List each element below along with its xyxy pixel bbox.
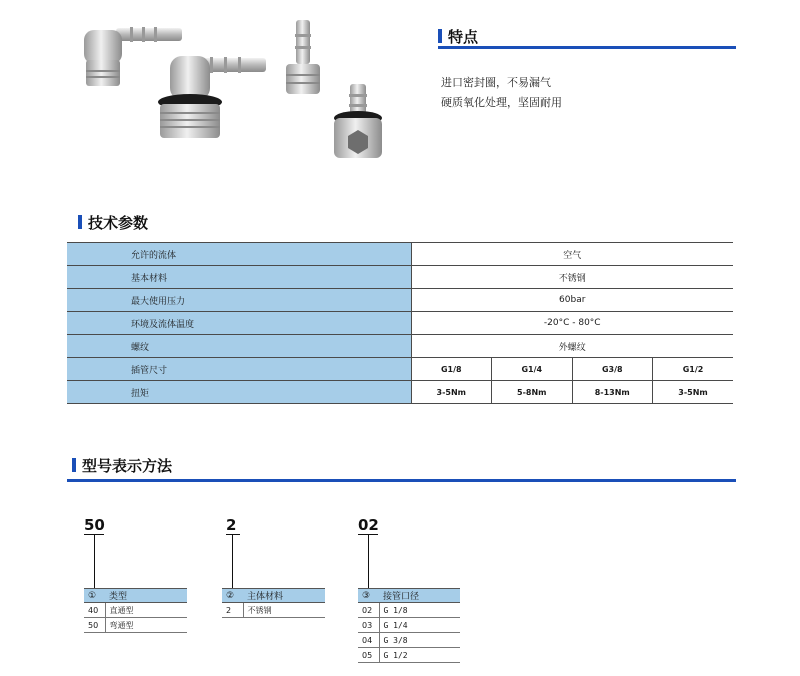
model-code-port-connector: [368, 535, 369, 588]
port-size: G 1/4: [379, 618, 460, 633]
port-table-header: [358, 589, 460, 603]
features-title: 特点: [448, 28, 479, 46]
spec-torque-value: 3-5Nm: [411, 381, 492, 404]
type-table-header: [84, 589, 187, 603]
material-table-header: [222, 589, 325, 603]
port-code: 03: [358, 618, 379, 633]
product-photo-straight-large: [328, 82, 388, 164]
model-code-material: 2: [226, 517, 240, 535]
type-name: 直通型: [105, 603, 187, 618]
type-name: 弯通型: [105, 618, 187, 633]
type-table-title: 类型: [105, 589, 187, 603]
port-code: 02: [358, 603, 379, 618]
specs-title-marker: [78, 215, 82, 229]
model-title: 型号表示方法: [82, 457, 173, 475]
spec-label: 允许的流体: [67, 243, 411, 266]
spec-row: [67, 243, 733, 266]
port-code: 05: [358, 648, 379, 663]
table-row: [358, 648, 460, 663]
type-table-number: ①: [84, 589, 105, 603]
port-table: [358, 588, 460, 663]
product-photo-straight-small: [282, 18, 324, 98]
spec-row: [67, 312, 733, 335]
spec-row: [67, 266, 733, 289]
features-title-marker: [438, 29, 442, 43]
spec-size-value: G1/4: [492, 358, 573, 381]
spec-value: 不锈钢: [411, 266, 733, 289]
port-code: 04: [358, 633, 379, 648]
port-size: G 1/8: [379, 603, 460, 618]
model-code-type-connector: [94, 535, 95, 588]
port-size: G 1/2: [379, 648, 460, 663]
spec-row-torque: [67, 381, 733, 404]
spec-value: 空气: [411, 243, 733, 266]
material-table-title: 主体材料: [243, 589, 325, 603]
spec-value: 外螺纹: [411, 335, 733, 358]
feature-line-1: 进口密封圈，不易漏气: [441, 76, 551, 89]
table-row: [358, 603, 460, 618]
type-code: 40: [84, 603, 105, 618]
spec-table: [67, 242, 733, 404]
spec-row: [67, 335, 733, 358]
spec-size-value: G3/8: [572, 358, 653, 381]
material-name: 不锈钢: [243, 603, 325, 618]
model-code-port: 02: [358, 516, 379, 534]
port-size: G 3/8: [379, 633, 460, 648]
feature-line-2: 硬质氧化处理，坚固耐用: [441, 96, 562, 109]
spec-value: 60bar: [411, 289, 733, 312]
model-title-marker: [72, 458, 76, 472]
table-row: [358, 633, 460, 648]
table-row: [84, 603, 187, 618]
material-table-number: ②: [222, 589, 243, 603]
type-table: [84, 588, 187, 633]
model-title-underline: [67, 479, 736, 482]
spec-torque-value: 5-8Nm: [492, 381, 573, 404]
product-photo-elbow-large: [150, 44, 270, 144]
spec-label: 基本材料: [67, 266, 411, 289]
specs-title: 技术参数: [88, 214, 149, 232]
model-code-type: 50: [84, 516, 105, 534]
table-row: [84, 618, 187, 633]
table-row: [222, 603, 325, 618]
spec-row-size: [67, 358, 733, 381]
spec-label: 螺纹: [67, 335, 411, 358]
spec-value: -20°C - 80°C: [411, 312, 733, 335]
port-table-title: 接管口径: [379, 589, 460, 603]
spec-label: 扭矩: [67, 381, 411, 404]
spec-torque-value: 8-13Nm: [572, 381, 653, 404]
features-title-underline: [438, 46, 736, 49]
spec-torque-value: 3-5Nm: [653, 381, 734, 404]
spec-row: [67, 289, 733, 312]
port-table-number: ③: [358, 589, 379, 603]
spec-size-value: G1/2: [653, 358, 734, 381]
spec-label: 插管尺寸: [67, 358, 411, 381]
material-code: 2: [222, 603, 243, 618]
model-code-material-connector: [232, 535, 233, 588]
spec-label: 环境及流体温度: [67, 312, 411, 335]
material-table: [222, 588, 325, 618]
spec-size-value: G1/8: [411, 358, 492, 381]
spec-label: 最大使用压力: [67, 289, 411, 312]
type-code: 50: [84, 618, 105, 633]
table-row: [358, 618, 460, 633]
